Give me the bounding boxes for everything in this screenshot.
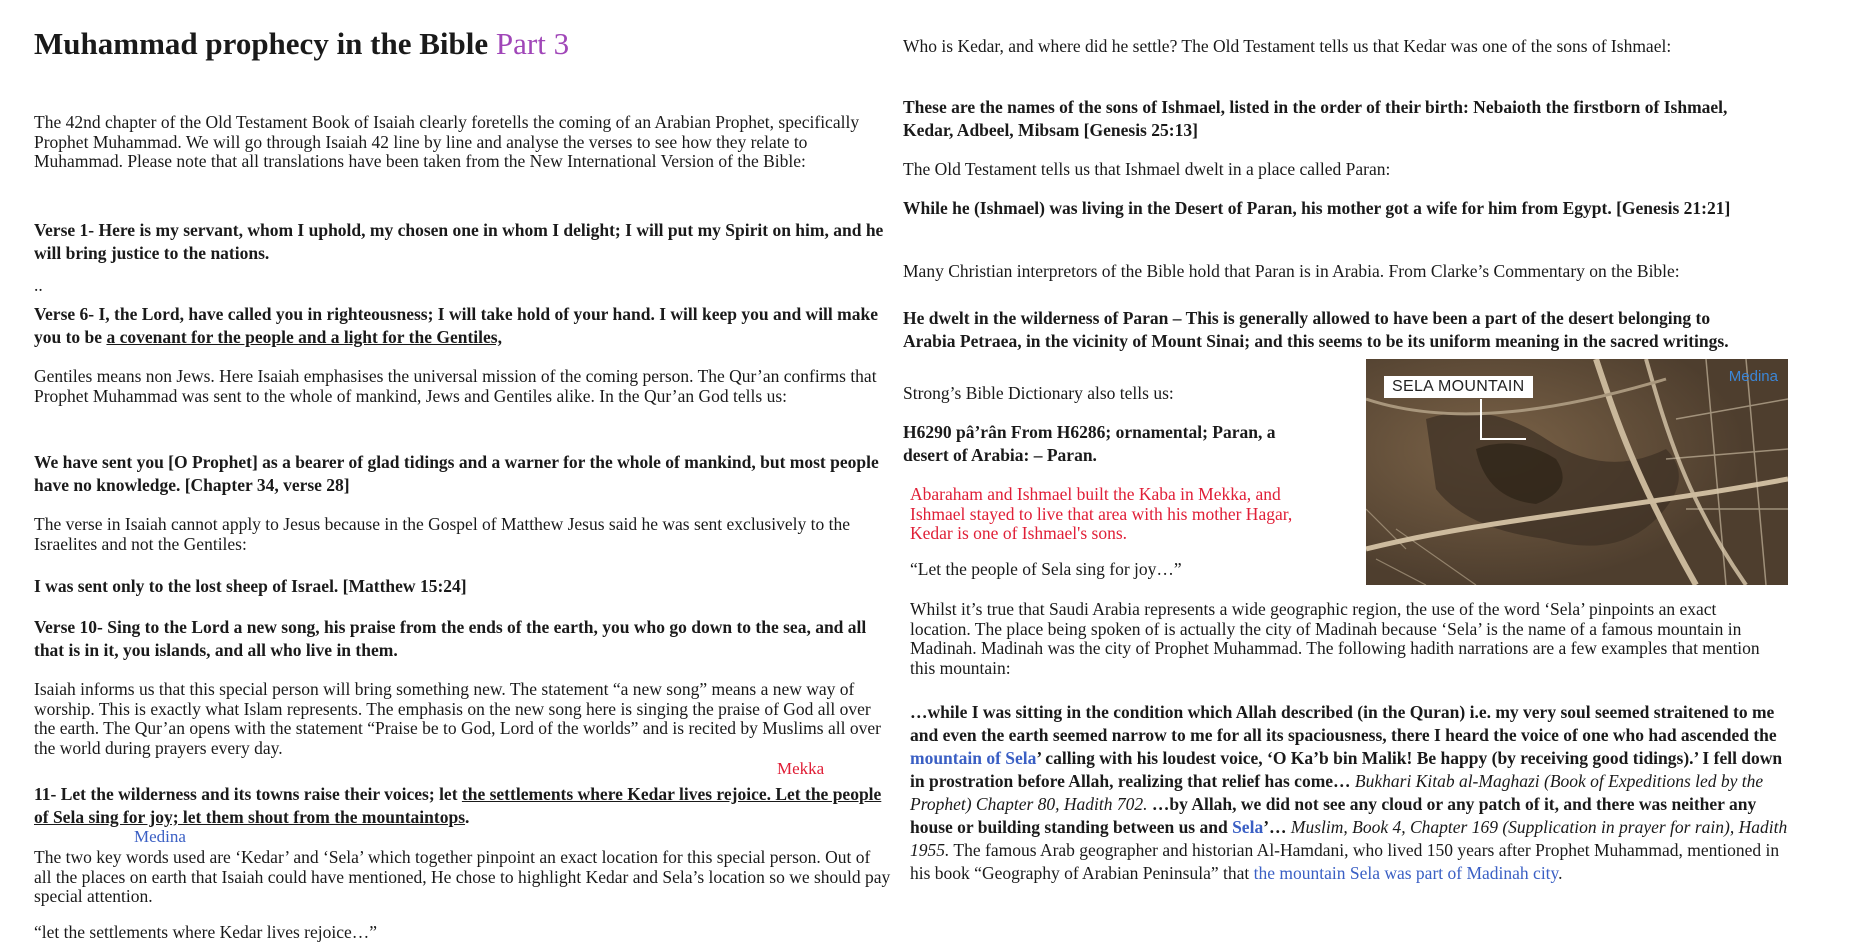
gentiles-paragraph: Gentiles means non Jews. Here Isaiah emphasises the universal mission of the coming person. The Qur’an confirms that Prophet Muhammad was sent to the whole of mankind, Jews and Gentiles alike. In the Qur’an God tells us: xyxy=(34,366,877,406)
verse-10: Verse 10- Sing to the Lord a new song, his praise from the ends of the earth, you who go down to the sea, and all that is in it, you islands, and all who live in them. xyxy=(34,617,867,660)
verse-6 xyxy=(34,303,892,349)
clarke-intro: Many Christian interpretors of the Bible hold that Paran is in Arabia. From Clarke’s Commentary on the Bible: xyxy=(903,261,1680,281)
key-words-paragraph: The two key words used are ‘Kedar’ and ‘Sela’ which together pinpoint an exact location for this special person. Out of all the places on earth that Isaiah could have mentioned, He chose to highlight Kedar and Sela’s location so we should pay special attention. xyxy=(34,847,891,906)
matthew-verse: I was sent only to the lost sheep of Israel. [Matthew 15:24] xyxy=(34,576,467,596)
verse-6-underlined: a covenant for the people and a light for the Gentiles, xyxy=(106,327,502,347)
verse-11: 11- Let the wilderness and its towns raise their voices; let the settlements where Kedar lives rejoice. Let the people of Sela sing for joy; let them shout from the mountaintops. xyxy=(34,784,882,827)
jesus-paragraph: The verse in Isaiah cannot apply to Jesus because in the Gospel of Matthew Jesus said he was sent exclusively to the Israelites and not the Gentiles: xyxy=(34,514,850,554)
red-note: Abaraham and Ishmael built the Kaba in Mekka, and Ishmael stayed to live that area with his mother Hagar, Kedar is one of Ishmael's sons. xyxy=(910,484,1293,543)
kedar-question: Who is Kedar, and where did he settle? The Old Testament tells us that Kedar was one of the sons of Ishmael: xyxy=(903,36,1672,56)
link-mountain-of-sela: mountain of Sela xyxy=(910,748,1037,768)
settlements-quote: “let the settlements where Kedar lives rejoice…” xyxy=(34,922,378,942)
page-title xyxy=(34,26,569,62)
hadith-reference-muslim: Muslim, Book 4, Chapter 169 (Supplication in prayer for rain), Hadith 1955. xyxy=(910,817,1788,860)
verse-6-text: Verse 6- I, the Lord, have called you in righteousness; I will take hold of your hand. I will keep you and will make you to be xyxy=(34,304,878,347)
sela-mountain-map xyxy=(1366,359,1788,585)
genesis-21-verse: While he (Ishmael) was living in the Desert of Paran, his mother got a wife for him from Egypt. [Genesis 21:21] xyxy=(903,198,1731,218)
annotation-mekka: Mekka xyxy=(777,759,825,778)
annotation-medina: Medina xyxy=(134,827,186,846)
link-sela: Sela xyxy=(1232,817,1264,837)
verse-1: Verse 1- Here is my servant, whom I uphold, my chosen one in whom I delight; I will put my Spirit on him, and he will bring justice to the nations. xyxy=(34,220,884,263)
verse-11-text: 11- Let the wilderness and its towns raise their voices; let xyxy=(34,784,462,804)
new-song-paragraph: Isaiah informs us that this special person will bring something new. The statement “a new song” means a new way of worship. This is exactly what Islam represents. The emphasis on the new song here is singing the praise of God all over the earth. The Qur’an opens with the statement “Praise be to God, Lord of the worlds” and is recited by Muslims all over the world during prayers every day. xyxy=(34,679,881,758)
hadith-reference-bukhari: Bukhari Kitab al-Maghazi (Book of Expeditions led by the Prophet) Chapter 80, Hadith 702. xyxy=(910,771,1764,814)
dots: .. xyxy=(34,275,43,295)
whilst-paragraph: Whilst it’s true that Saudi Arabia represents a wide geographic region, the use of the word ‘Sela’ pinpoints an exact location. The place being spoken of is actually the city of Madinah because ‘Sela’ is the name of a famous mountain in Madinah. Madinah was the city of Prophet Muhammad. The following hadith narrations are a few examples that mention this mountain: xyxy=(910,599,1760,678)
intro-paragraph: The 42nd chapter of the Old Testament Book of Isaiah clearly foretells the coming of an Arabian Prophet, specifically Prophet Muhammad. We will go through Isaiah 42 line by line and analyse the verses to see how they relate to Muhammad. Please note that all translations have been taken from the New International Version of the Bible: xyxy=(34,112,860,171)
map-label-sela-mountain: SELA MOUNTAIN xyxy=(1384,376,1533,398)
quran-verse: We have sent you [O Prophet] as a bearer of glad tidings and a warner for the whole of mankind, but most people have no knowledge. [Chapter 34, verse 28] xyxy=(34,452,879,495)
strong-intro: Strong’s Bible Dictionary also tells us: xyxy=(903,383,1174,403)
title-part: Part 3 xyxy=(495,26,570,61)
hadith-paragraph: …while I was sitting in the condition which Allah described (in the Quran) i.e. my very soul seemed straitened to me and even the earth seemed narrow to me for all its spaciousness, there I heard the voice of one who had ascended the mountain of Sela’ calling with his loudest voice, ‘O Ka’b bin Malik! Be happy (by receiving good tidings).’ I fell down in prostration before Allah, realizing that relief has come… Bukhari Kitab al-Maghazi (Book of Expeditions led by the Prophet) Chapter 80, Hadith 702. …by Allah, we did not see any cloud or any patch of it, and there was neither any house or building standing between us and Sela’… Muslim, Book 4, Chapter 169 (Supplication in prayer for rain), Hadith 1955. The famous Arab geographer and historian Al-Hamdani, who lived 150 years after Prophet Muhammad, mentioned in his book “Geography of Arabian Peninsula” that the mountain Sela was part of Madinah city. xyxy=(910,702,1788,883)
map-label-medina: Medina xyxy=(1728,368,1778,385)
link-mountain-sela-madinah: the mountain Sela was part of Madinah city xyxy=(1253,863,1559,883)
paran-intro: The Old Testament tells us that Ishmael dwelt in a place called Paran: xyxy=(903,159,1391,179)
genesis-25-verse: These are the names of the sons of Ishmael, listed in the order of their birth: Nebaioth the firstborn of Ishmael, Kedar, Adbeel, Mibsam [Genesis 25:13] xyxy=(903,97,1728,140)
strong-entry: H6290 pâ’rân From H6286; ornamental; Paran, a desert of Arabia: – Paran. xyxy=(903,422,1276,465)
sela-quote: “Let the people of Sela sing for joy…” xyxy=(910,559,1182,579)
clarke-quote: He dwelt in the wilderness of Paran – This is generally allowed to have been a part of the desert belonging to Arabia Petraea, in the vicinity of Mount Sinai; and this seems to be its uniform meaning in the sacred writings. xyxy=(903,308,1729,351)
title-main: Muhammad prophecy in the Bible xyxy=(34,26,489,61)
verse-11-underlined: the settlements where Kedar lives rejoice. Let the people of Sela sing for joy; let them shout from the mountaintops xyxy=(34,784,882,827)
